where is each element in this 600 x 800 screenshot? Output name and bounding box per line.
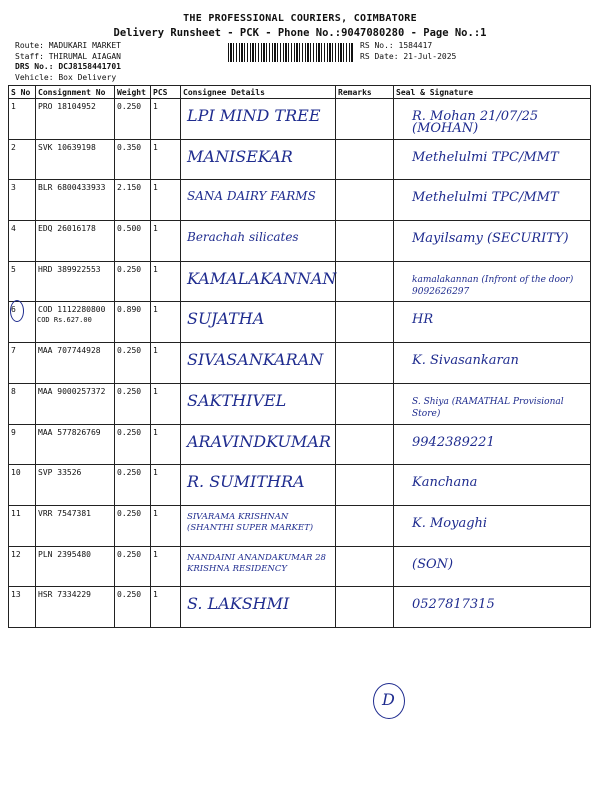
row-remarks: [336, 383, 394, 424]
row-consignment-no: HSR 7334229: [36, 587, 115, 628]
runsheet-table: [8, 85, 591, 628]
col-remarks-header: Remarks: [336, 86, 394, 99]
row-consignment-no: MAA 707744928: [36, 343, 115, 384]
row-remarks: [336, 221, 394, 262]
row-sno: 2: [9, 139, 36, 180]
row-consignee: [181, 99, 336, 140]
bottom-mark-text: D: [382, 690, 395, 709]
table-row: [9, 465, 591, 506]
row-consignment-no: PLN 2395480: [36, 546, 115, 587]
row-signature: [394, 99, 591, 140]
drs-value: DCJ8158441701: [58, 62, 121, 71]
row-signature: [394, 424, 591, 465]
staff-text: Staff: THIRUMAL AIAGAN: [15, 51, 121, 61]
row-signature: [394, 221, 591, 262]
row-signature: [394, 302, 591, 343]
handwritten-circle-mark: [10, 300, 24, 322]
consignee-handwriting: SAKTHIVEL: [187, 390, 287, 410]
route-text: Route: MADUKARI MARKET: [15, 41, 121, 50]
row-signature: [394, 587, 591, 628]
row-remarks: [336, 261, 394, 302]
row-consignee: [181, 465, 336, 506]
consignee-handwriting: MANISEKAR: [187, 146, 293, 166]
row-consignment-no: PRO 18104952: [36, 99, 115, 140]
row-sno: 13: [9, 587, 36, 628]
rs-date-text: RS Date: 21-Jul-2025: [360, 51, 457, 61]
consignee-handwriting: SIVARAMA KRISHNAN (SHANTHI SUPER MARKET): [187, 511, 314, 533]
table-row: [9, 546, 591, 587]
row-consignment-no: EDQ 26016178: [36, 221, 115, 262]
row-pcs: 1: [151, 465, 181, 506]
meta-left: [15, 41, 121, 83]
row-consignee: [181, 546, 336, 587]
row-consignee: [181, 302, 336, 343]
consignee-handwriting: SANA DAIRY FARMS: [187, 189, 316, 204]
signature-handwriting: 9942389221: [412, 434, 495, 450]
row-signature: [394, 465, 591, 506]
row-consignment-text: COD 1112280800: [38, 305, 106, 315]
row-signature: [394, 180, 591, 221]
col-consignee-header: Consignee Details: [181, 86, 336, 99]
row-consignment-no: MAA 9000257372: [36, 383, 115, 424]
row-weight: 2.150: [115, 180, 151, 221]
row-consignment-no: VRR 7547381: [36, 505, 115, 546]
signature-handwriting: S. Shiya (RAMATHAL Provisional Store): [412, 396, 564, 419]
table-row: [9, 587, 591, 628]
row-pcs: 1: [151, 99, 181, 140]
row-remarks: [336, 302, 394, 343]
row-sno: 8: [9, 383, 36, 424]
signature-handwriting: Methelulmi TPC/MMT: [412, 149, 559, 165]
row-consignment-no: MAA 577826769: [36, 424, 115, 465]
row-weight: 0.350: [115, 139, 151, 180]
row-consignee: [181, 261, 336, 302]
table-row: [9, 99, 591, 140]
row-signature: [394, 505, 591, 546]
consignee-handwriting: R. SUMITHRA: [187, 472, 305, 492]
row-sno: 9: [9, 424, 36, 465]
row-consignee: [181, 505, 336, 546]
row-signature: [394, 139, 591, 180]
consignee-handwriting: SIVASANKARAN: [187, 350, 324, 370]
row-pcs: 1: [151, 587, 181, 628]
row-sno: 10: [9, 465, 36, 506]
row-pcs: 1: [151, 139, 181, 180]
row-consignee: [181, 587, 336, 628]
signature-handwriting: (SON): [412, 556, 454, 572]
row-pcs: 1: [151, 343, 181, 384]
row-sno: 5: [9, 261, 36, 302]
row-pcs: 1: [151, 383, 181, 424]
col-sno-header: S No: [9, 86, 36, 99]
row-weight: 0.250: [115, 99, 151, 140]
consignee-handwriting: LPI MIND TREE: [187, 106, 321, 125]
drs-label: DRS No.:: [15, 62, 54, 71]
barcode-image: [228, 43, 354, 62]
table-row: [9, 343, 591, 384]
handwritten-d-mark: [373, 683, 405, 719]
row-consignment-no: SVK 10639198: [36, 139, 115, 180]
table-row: [9, 221, 591, 262]
signature-handwriting: kamalakannan (Infront of the door) 9092626297: [412, 274, 574, 297]
col-signature-header: Seal & Signature: [394, 86, 591, 99]
table-header-row: [9, 86, 591, 99]
row-consignment-no: [36, 302, 115, 343]
row-consignee: [181, 139, 336, 180]
consignee-handwriting: Berachah silicates: [187, 230, 299, 245]
table-row: [9, 261, 591, 302]
signature-handwriting: HR: [412, 312, 434, 328]
row-consignment-no: BLR 6800433933: [36, 180, 115, 221]
row-sno: 3: [9, 180, 36, 221]
row-pcs: 1: [151, 261, 181, 302]
row-pcs: 1: [151, 505, 181, 546]
consignee-handwriting: SUJATHA: [187, 309, 265, 329]
row-remarks: [336, 343, 394, 384]
row-weight: 0.500: [115, 221, 151, 262]
signature-handwriting: Mayilsamy (SECURITY): [412, 231, 569, 247]
row-weight: 0.250: [115, 383, 151, 424]
cod-amount-note: COD Rs.627.00: [37, 316, 92, 325]
signature-handwriting: Methelulmi TPC/MMT: [412, 190, 559, 206]
drs-text: [15, 62, 121, 73]
signature-handwriting: K. Sivasankaran: [412, 353, 519, 369]
row-weight: 0.250: [115, 546, 151, 587]
row-pcs: 1: [151, 546, 181, 587]
row-weight: 0.250: [115, 424, 151, 465]
row-pcs: 1: [151, 180, 181, 221]
meta-right: [360, 41, 456, 62]
row-weight: 0.250: [115, 465, 151, 506]
signature-handwriting: Kanchana: [412, 475, 478, 491]
signature-handwriting: 0527817315: [412, 597, 495, 613]
consignee-handwriting: KAMALAKANNAN: [187, 268, 337, 288]
row-sno: 7: [9, 343, 36, 384]
row-pcs: 1: [151, 302, 181, 343]
row-remarks: [336, 505, 394, 546]
row-remarks: [336, 139, 394, 180]
row-consignee: [181, 424, 336, 465]
row-consignee: [181, 221, 336, 262]
row-remarks: [336, 99, 394, 140]
table-row: [9, 424, 591, 465]
row-consignee: [181, 343, 336, 384]
row-consignee: [181, 180, 336, 221]
company-title: THE PROFESSIONAL COURIERS, COIMBATORE: [183, 13, 417, 24]
table-row: [9, 139, 591, 180]
consignee-handwriting: S. LAKSHMI: [187, 594, 290, 614]
col-pcs-header: PCS: [151, 86, 181, 99]
row-pcs: 1: [151, 221, 181, 262]
col-weight-header: Weight: [115, 86, 151, 99]
row-signature: [394, 343, 591, 384]
row-remarks: [336, 424, 394, 465]
signature-handwriting: R. Mohan 21/07/25 (MOHAN): [412, 109, 539, 136]
table-row: [9, 383, 591, 424]
row-weight: 0.250: [115, 505, 151, 546]
row-weight: 0.250: [115, 587, 151, 628]
consignee-handwriting: ARAVINDKUMAR: [187, 431, 331, 451]
row-consignment-no: HRD 389922553: [36, 261, 115, 302]
row-remarks: [336, 465, 394, 506]
row-sno: 11: [9, 505, 36, 546]
row-consignee: [181, 383, 336, 424]
consignee-handwriting: NANDAINI ANANDAKUMAR 28 KRISHNA RESIDENCY: [187, 552, 326, 574]
row-pcs: 1: [151, 424, 181, 465]
row-signature: [394, 383, 591, 424]
runsheet-subtitle: Delivery Runsheet - PCK - Phone No.:9047080280 - Page No.:1: [113, 27, 487, 39]
row-weight: 0.890: [115, 302, 151, 343]
rs-no-text: RS No.: 1584417: [360, 41, 433, 50]
row-consignment-no: SVP 33526: [36, 465, 115, 506]
row-signature: [394, 546, 591, 587]
signature-handwriting: K. Moyaghi: [412, 515, 488, 531]
row-remarks: [336, 546, 394, 587]
row-sno: 6: [9, 302, 36, 343]
col-consignment-header: Consignment No: [36, 86, 115, 99]
row-weight: 0.250: [115, 343, 151, 384]
row-remarks: [336, 587, 394, 628]
vehicle-text: Vehicle: Box Delivery: [15, 72, 117, 82]
row-weight: 0.250: [115, 261, 151, 302]
row-remarks: [336, 180, 394, 221]
row-sno: 1: [9, 99, 36, 140]
row-signature: [394, 261, 591, 302]
row-sno: 12: [9, 546, 36, 587]
table-row: [9, 302, 591, 343]
table-row: [9, 505, 591, 546]
row-sno: 4: [9, 221, 36, 262]
table-row: [9, 180, 591, 221]
